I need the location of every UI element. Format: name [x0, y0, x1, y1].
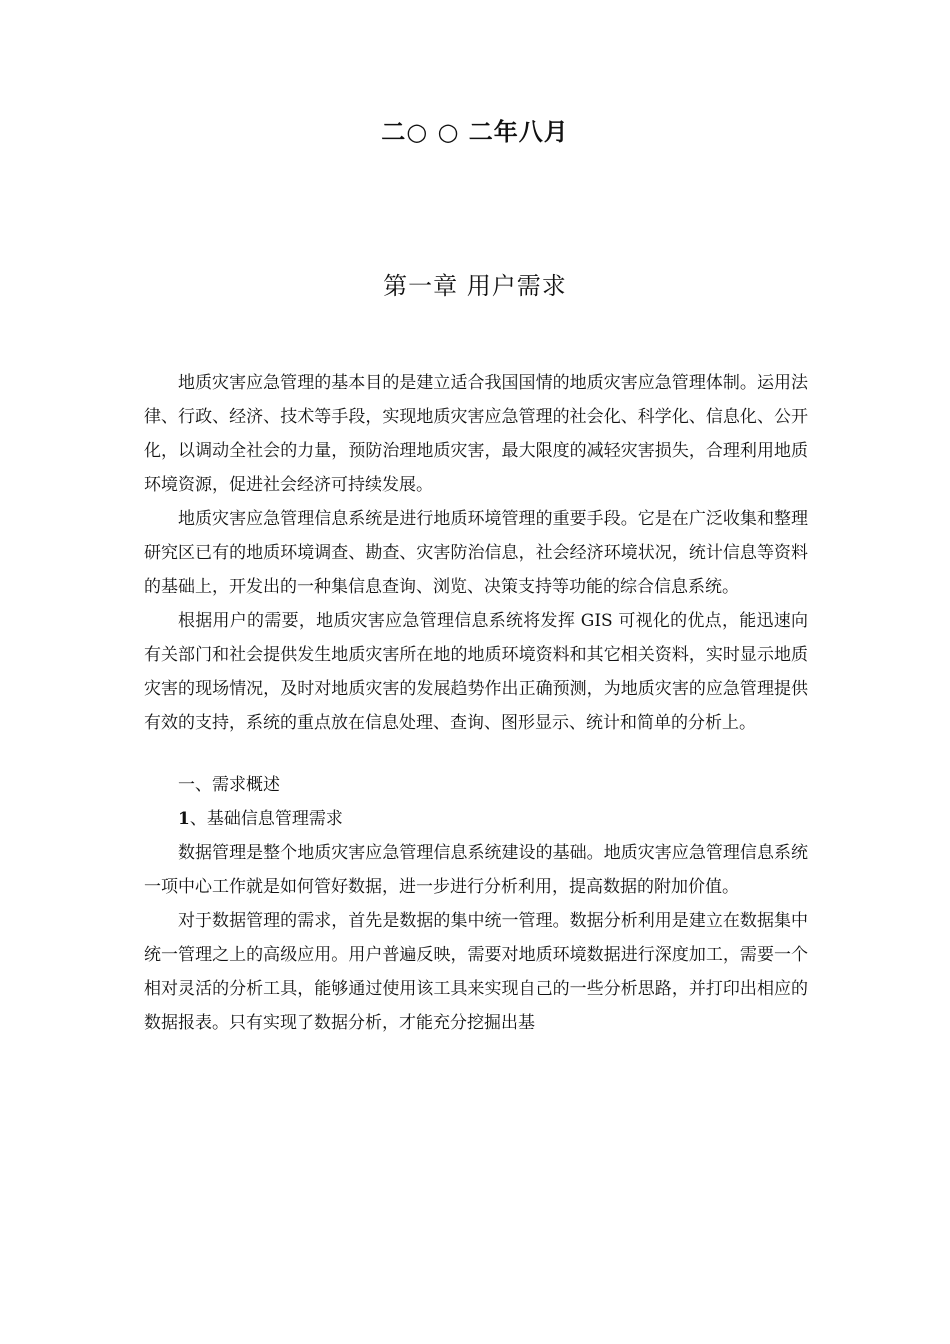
paragraph: 数据管理是整个地质灾害应急管理信息系统建设的基础。地质灾害应急管理信息系统一项中心工作就是如何管好数据，进一步进行分析利用，提高数据的附加价值。 — [144, 843, 808, 897]
section-spacer — [144, 740, 808, 768]
date-heading: 二○ ○ 二年八月 — [381, 118, 569, 146]
section-heading: 一、需求概述 — [178, 775, 280, 795]
chapter-title: 第一章 用户需求 — [383, 272, 567, 300]
subsection-label: 、基础信息管理需求 — [189, 809, 343, 829]
paragraph: 对于数据管理的需求，首先是数据的集中统一管理。数据分析利用是建立在数据集中统一管理之上的高级应用。用户普遍反映，需要对地质环境数据进行深度加工，需要一个相对灵活的分析工具，能够通过使用该工具来实现自己的一些分析思路，并打印出相应的数据报表。只有实现了数据分析，才能充分挖掘出基 — [144, 911, 808, 1033]
subsection-number: 1 — [178, 809, 190, 829]
paragraph: 根据用户的需要，地质灾害应急管理信息系统将发挥 GIS 可视化的优点，能迅速向有关部门和社会提供发生地质灾害所在地的地质环境资料和其它相关资料，实时显示地质灾害的现场情况，及时对地质灾害的发展趋势作出正确预测，为地质灾害的应急管理提供有效的支持，系统的重点放在信息处理、查询、图形显示、统计和简单的分析上。 — [144, 611, 808, 733]
paragraph: 地质灾害应急管理信息系统是进行地质环境管理的重要手段。它是在广泛收集和整理研究区已有的地质环境调查、勘查、灾害防治信息，社会经济环境状况，统计信息等资料的基础上，开发出的一种集信息查询、浏览、决策支持等功能的综合信息系统。 — [144, 509, 808, 597]
paragraph: 地质灾害应急管理的基本目的是建立适合我国国情的地质灾害应急管理体制。运用法律、行政、经济、技术等手段，实现地质灾害应急管理的社会化、科学化、信息化、公开化，以调动全社会的力量，预防治理地质灾害，最大限度的减轻灾害损失，合理利用地质环境资源，促进社会经济可持续发展。 — [144, 373, 808, 495]
subsection-heading — [144, 802, 808, 836]
body-text — [144, 366, 808, 1040]
